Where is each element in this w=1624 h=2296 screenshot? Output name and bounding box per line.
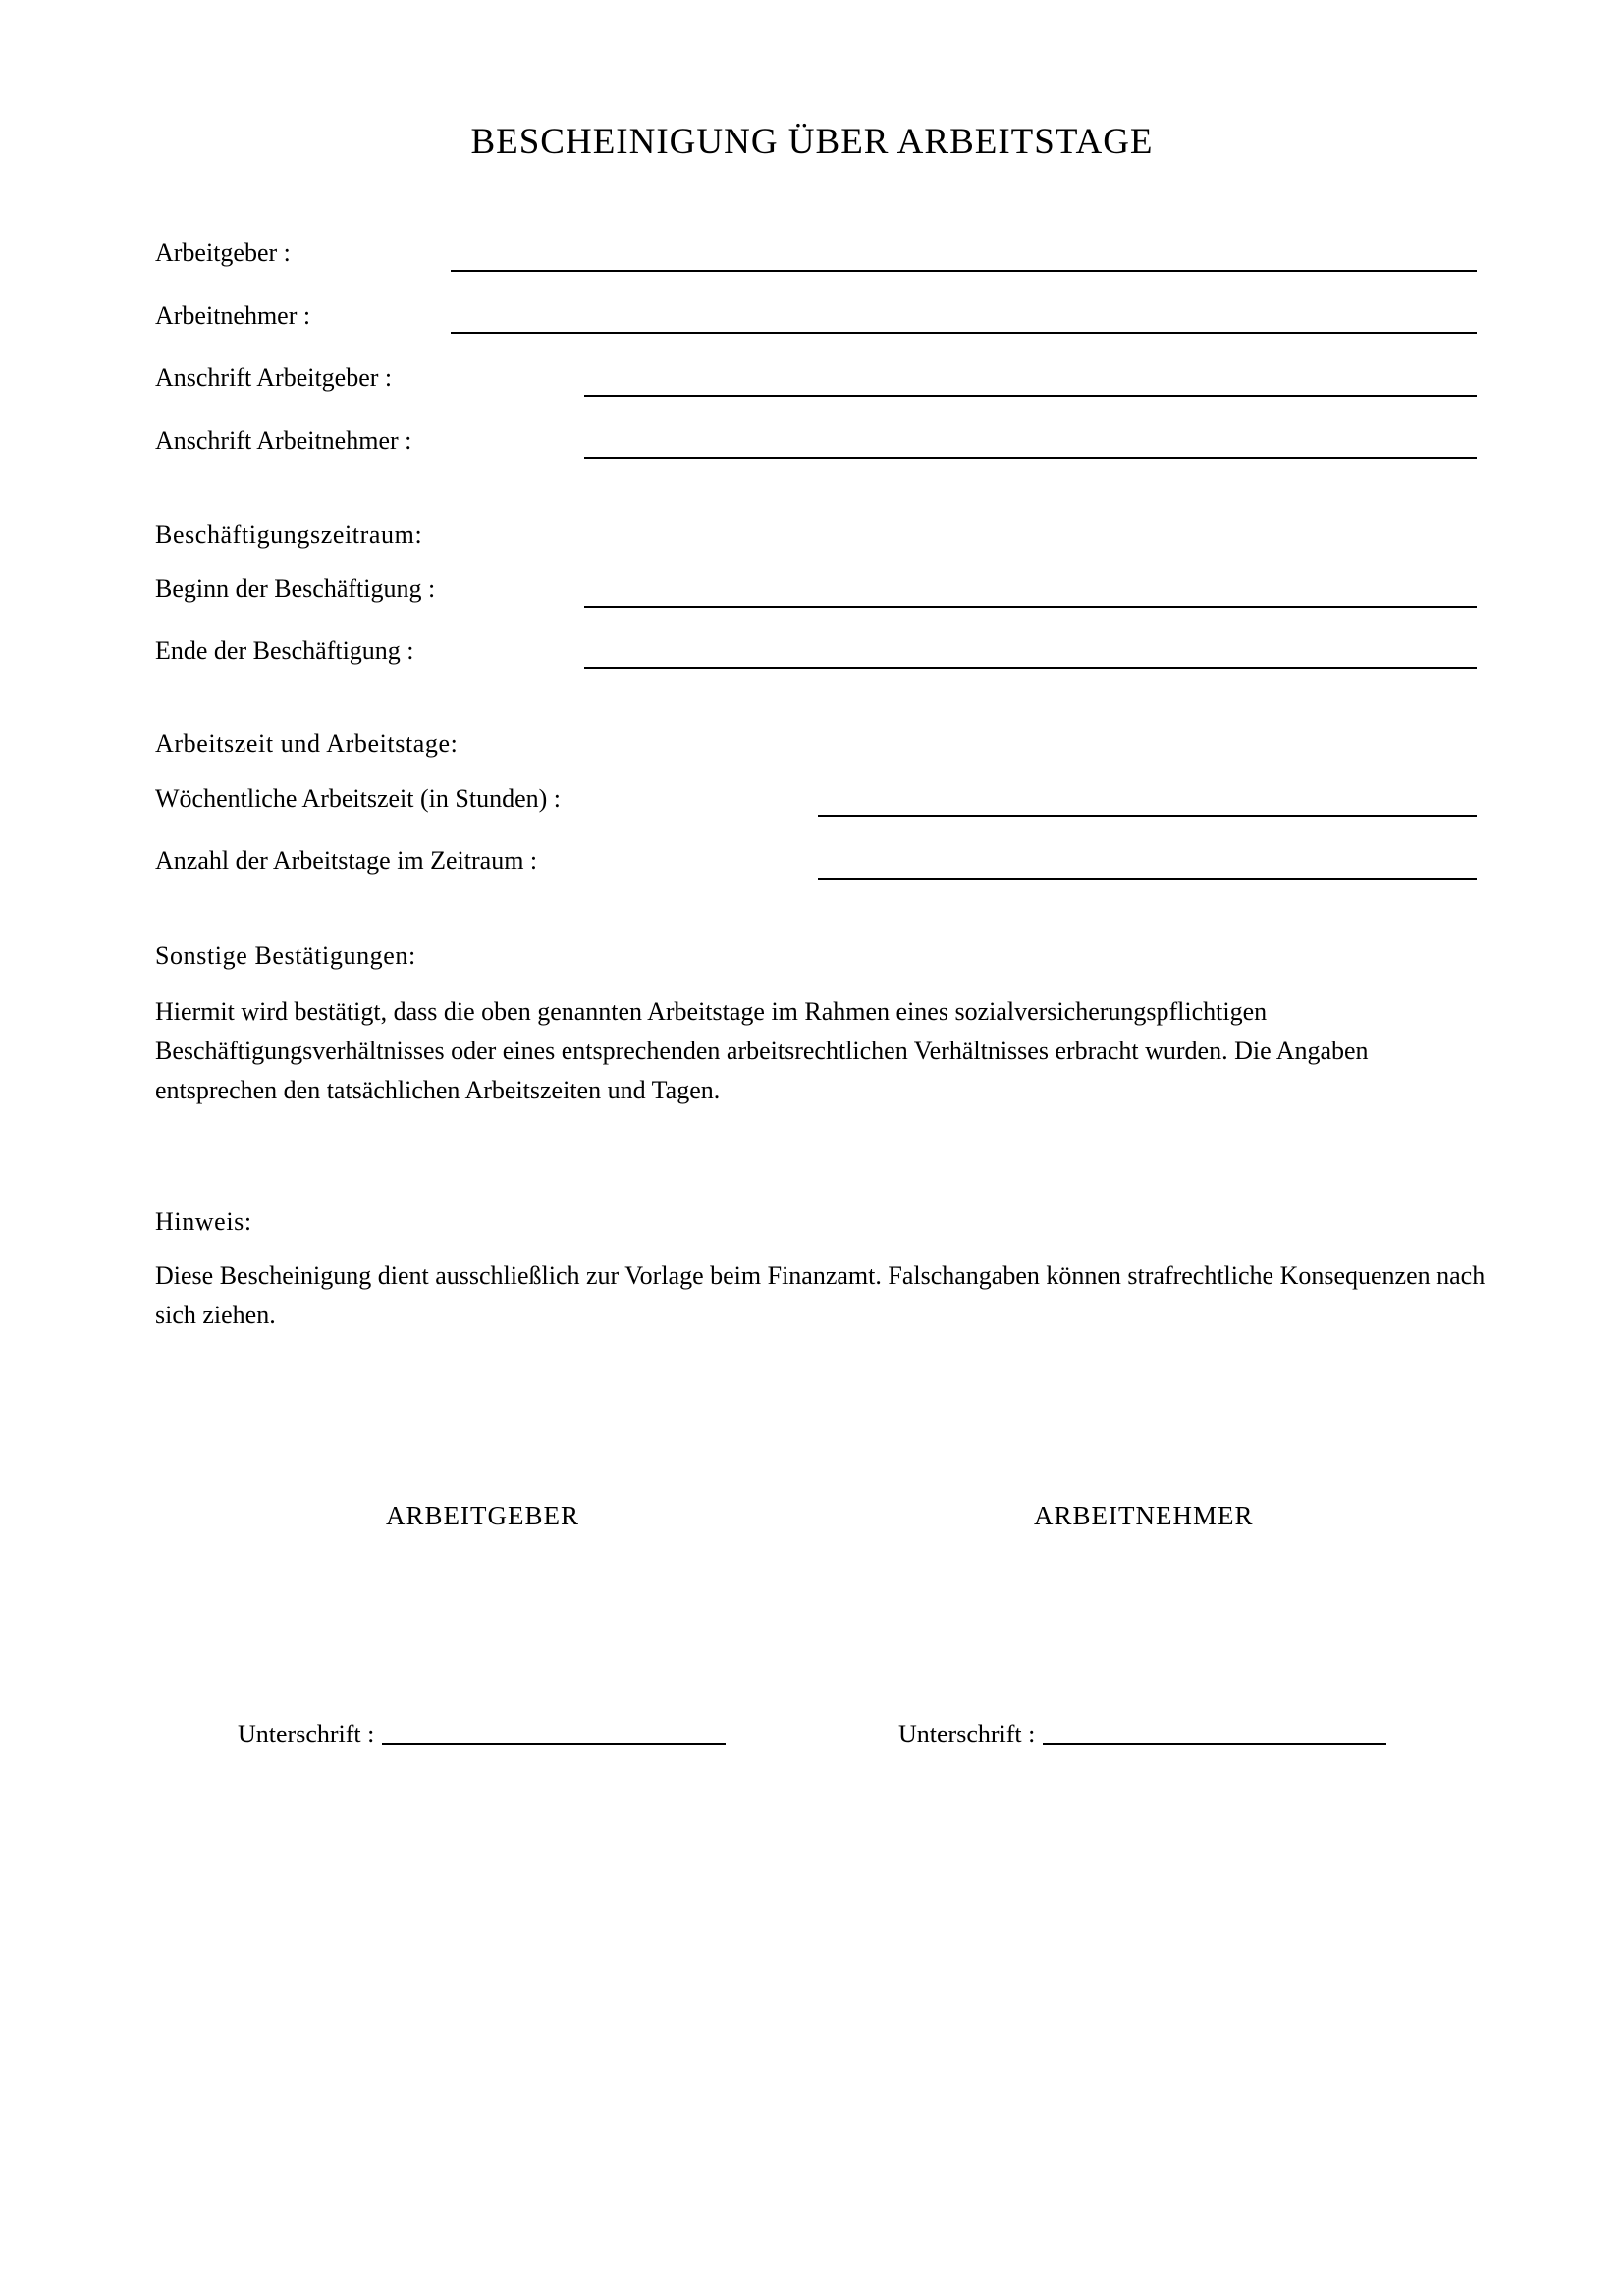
anschrift-arbeitnehmer-field[interactable] [584, 457, 1477, 459]
woechentliche-arbeitszeit-field[interactable] [818, 815, 1477, 817]
arbeitgeber-signature-heading: ARBEITGEBER [386, 1501, 579, 1530]
anschrift-arbeitnehmer-label: Anschrift Arbeitnehmer : [155, 426, 412, 454]
arbeitnehmer-signature-heading: ARBEITNEHMER [1034, 1501, 1254, 1530]
anzahl-arbeitstage-field[interactable] [818, 878, 1477, 880]
hinweis-heading: Hinweis: [155, 1207, 252, 1236]
woechentliche-arbeitszeit-label: Wöchentliche Arbeitszeit (in Stunden) : [155, 784, 561, 813]
beschaeftigungszeitraum-heading: Beschäftigungszeitraum: [155, 520, 423, 549]
arbeitnehmer-signature-row [898, 1718, 1386, 1751]
arbeitgeber-signature-line[interactable] [382, 1743, 726, 1745]
arbeitnehmer-label: Arbeitnehmer : [155, 301, 311, 330]
ende-label: Ende der Beschäftigung : [155, 636, 414, 665]
document-title: BESCHEINIGUNG ÜBER ARBEITSTAGE [470, 122, 1154, 162]
hinweis-text: Diese Bescheinigung dient ausschließlich zur Vorlage beim Finanzamt. Falschangaben können strafrechtliche Konsequenzen nach sich ziehen. [155, 1261, 1486, 1329]
anschrift-arbeitgeber-label: Anschrift Arbeitgeber : [155, 363, 393, 392]
anzahl-arbeitstage-label: Anzahl der Arbeitstage im Zeitraum : [155, 846, 538, 875]
bestaetigungen-text: Hiermit wird bestätigt, dass die oben genannten Arbeitstage im Rahmen eines sozialversicherungspflichtigen Beschäftigungsverhältnisses oder eines entsprechenden arbeitsrechtlichen Verhältnisses erbracht wurden. Die Angaben entsprechen den tatsächlichen Arbeitszeiten und Tagen. [155, 997, 1369, 1104]
arbeitgeber-signature-label: Unterschrift : [238, 1720, 375, 1748]
arbeitnehmer-signature-label: Unterschrift : [898, 1720, 1036, 1748]
bestaetigungen-heading: Sonstige Bestätigungen: [155, 941, 416, 970]
arbeitnehmer-field[interactable] [451, 332, 1477, 334]
arbeitnehmer-signature-line[interactable] [1043, 1743, 1386, 1745]
arbeitgeber-field[interactable] [451, 270, 1477, 272]
arbeitgeber-label: Arbeitgeber : [155, 239, 291, 267]
beginn-label: Beginn der Beschäftigung : [155, 574, 436, 603]
ende-field[interactable] [584, 667, 1477, 669]
anschrift-arbeitgeber-field[interactable] [584, 395, 1477, 397]
beginn-field[interactable] [584, 606, 1477, 608]
arbeitgeber-signature-row [238, 1718, 726, 1751]
arbeitszeit-heading: Arbeitszeit und Arbeitstage: [155, 729, 459, 758]
